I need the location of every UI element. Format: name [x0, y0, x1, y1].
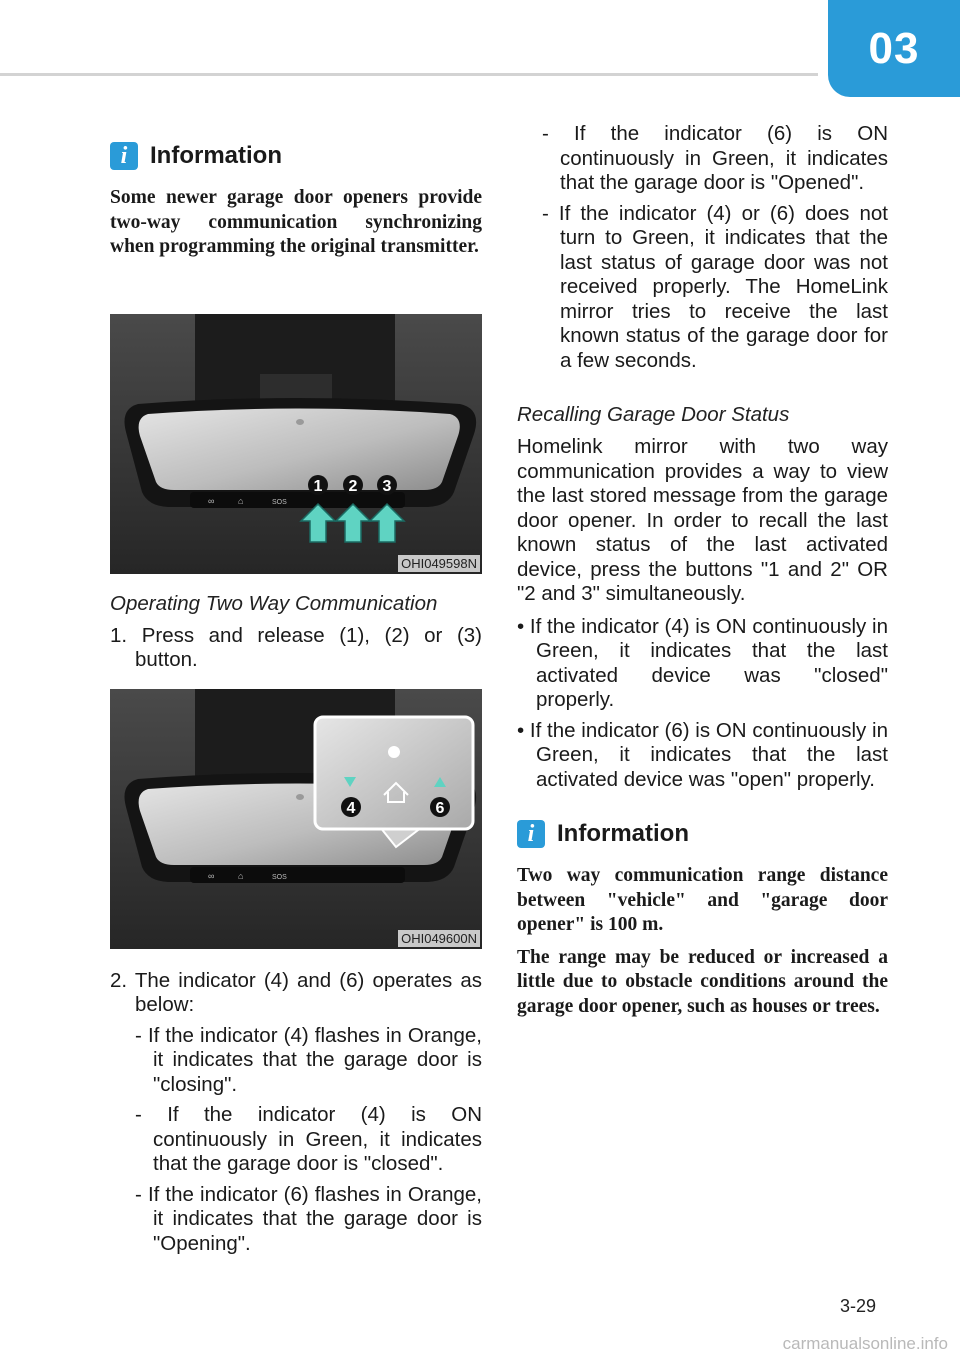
info-box-header: [517, 818, 888, 850]
number-label-2: [343, 475, 363, 495]
svg-text:2: 2: [348, 477, 358, 495]
info-icon: i: [517, 820, 545, 848]
number-label-4: [341, 797, 361, 817]
figure-caption: OHI049600N: [398, 930, 480, 947]
step-item: [110, 969, 482, 1018]
sub-item: - If the indicator (4) or (6) does not turn to Green, it indicates that the last status of garage door was not received properly. The HomeLink mirror tries to receive the last known status of the garage door for a few seconds.: [542, 201, 888, 372]
info-title: Information: [150, 142, 282, 169]
body-paragraph: Homelink mirror with two way communication provides a way to view the last stored message from the garage door opener. In order to recall the last known status of the last activated device, press the buttons "1 and 2" OR "2 and 3" simultaneously.: [517, 435, 888, 605]
step-text: Press and release (1), (2) or (3) button.: [135, 623, 482, 671]
bullet-text: If the indicator (6) is ON continuously in Green, it indicates that the last activated device was "open" properly.: [529, 718, 888, 791]
bullet-item: • If the indicator (4) is ON continuously in Green, it indicates that the last activated device was "closed" properly.: [517, 614, 888, 711]
step-number: 2.: [110, 968, 128, 992]
sub-item: - If the indicator (6) is ON continuously in Green, it indicates that the garage door is "Opened".: [542, 122, 888, 194]
svg-text:4: 4: [346, 799, 356, 817]
sub-item-text: If the indicator (4) or (6) does not turn to Green, it indicates that the last status of garage door was not received properly. The HomeLink mirror tries to receive the last known status of the garage door for a few seconds.: [558, 201, 888, 372]
info-icon: i: [110, 142, 138, 170]
sub-item-text: If the indicator (6) is ON continuously in Green, it indicates that the garage door is "Opened".: [560, 122, 888, 194]
section-heading: Recalling Garage Door Status: [517, 403, 790, 426]
left-column: [110, 140, 482, 1262]
step-number: 1.: [110, 623, 128, 647]
page-number: 3-29: [840, 1296, 877, 1316]
mirror-buttons-illustration: [110, 314, 482, 574]
svg-text:SOS: SOS: [272, 873, 287, 881]
header-rule: [0, 73, 818, 76]
sub-item: - If the indicator (4) is ON continuously in Green, it indicates that the garage door is "closed".: [135, 1103, 482, 1175]
figure-caption: OHI049598N: [398, 555, 480, 572]
number-label-6: [430, 797, 450, 817]
right-column: [517, 122, 888, 1027]
chapter-tab: 03: [828, 0, 960, 97]
info-title: Information: [557, 820, 689, 847]
svg-text:⌂: ⌂: [238, 870, 244, 881]
number-label-1: [308, 475, 328, 495]
sub-item-text: If the indicator (6) flashes in Orange, it indicates that the garage door is "Opening".: [147, 1182, 482, 1255]
sub-item: - If the indicator (6) flashes in Orange, it indicates that the garage door is "Opening".: [135, 1182, 482, 1255]
svg-text:1: 1: [313, 477, 323, 495]
mirror-figure-1: [110, 314, 482, 574]
svg-text:3: 3: [382, 477, 392, 495]
step-item: [110, 624, 482, 673]
sub-item-text: If the indicator (4) is ON continuously in Green, it indicates that the garage door is "closed".: [153, 1103, 482, 1175]
info-text: Some newer garage door openers provide two-way communication synchronizing when programming the original transmitter.: [110, 187, 482, 257]
svg-text:6: 6: [435, 799, 445, 817]
number-label-3: [377, 475, 397, 495]
mirror-figure-2: [110, 689, 482, 949]
svg-text:∞: ∞: [208, 495, 215, 506]
svg-text:⌂: ⌂: [238, 495, 244, 506]
sub-item-text: If the indicator (4) flashes in Orange, it indicates that the garage door is "closing".: [147, 1023, 482, 1096]
bullet-text: If the indicator (4) is ON continuously in Green, it indicates that the last activated device was "closed" properly.: [529, 614, 888, 711]
bullet-item: • If the indicator (6) is ON continuously in Green, it indicates that the last activated device was "open" properly.: [517, 718, 888, 791]
step-text: The indicator (4) and (6) operates as below:: [134, 968, 482, 1016]
info-text: Two way communication range distance between "vehicle" and "garage door opener" is 100 m.: [517, 865, 888, 935]
info-text: The range may be reduced or increased a little due to obstacle conditions around the garage door opener, such as houses or trees.: [517, 946, 888, 1017]
mirror-indicators-illustration: [110, 689, 482, 949]
svg-text:SOS: SOS: [272, 498, 287, 506]
section-heading: Operating Two Way Communication: [110, 591, 438, 615]
svg-text:∞: ∞: [208, 870, 215, 881]
watermark: carmanualsonline.info: [782, 1334, 948, 1353]
sub-item: - If the indicator (4) flashes in Orange, it indicates that the garage door is "closing".: [135, 1023, 482, 1096]
info-box-header: [110, 140, 482, 172]
